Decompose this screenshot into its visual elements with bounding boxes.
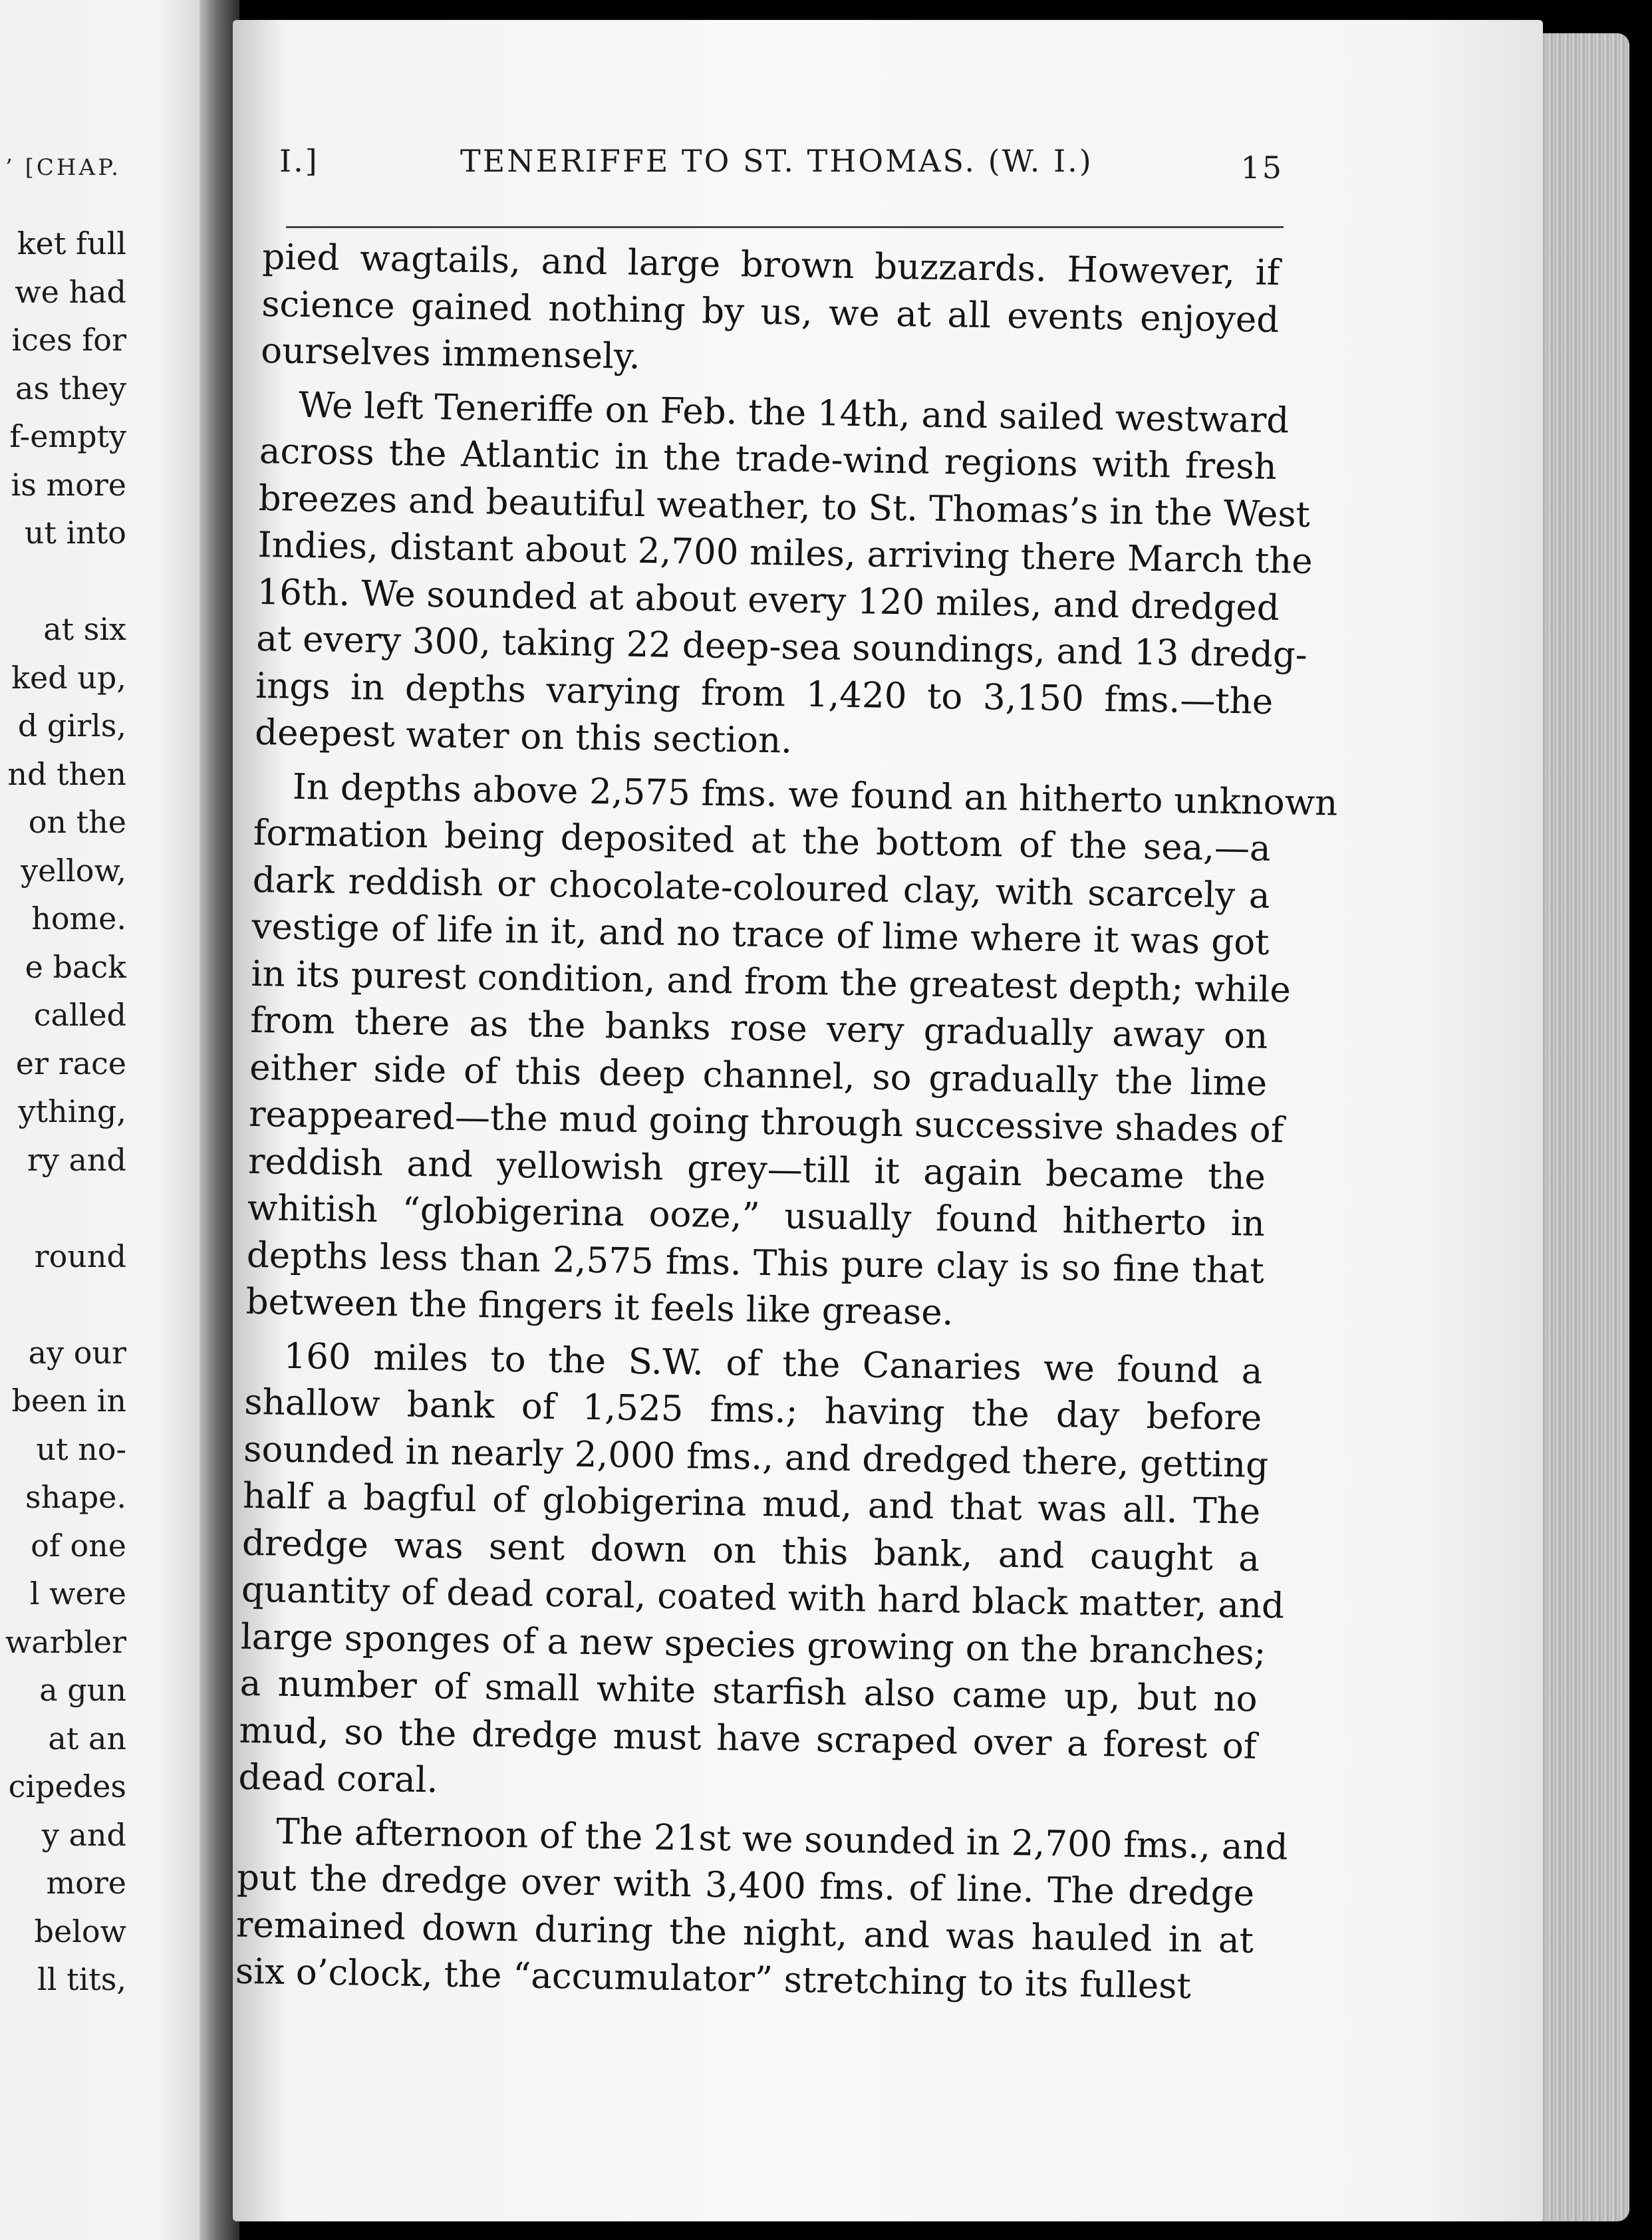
text-line: whitish “globigerina ooze,” usually found hitherto in bbox=[247, 1187, 1266, 1244]
text-line: vestige of life in it, and no trace of lime where it was got bbox=[251, 906, 1270, 963]
text-line: In depths above 2,575 fms. we found an hitherto unknown bbox=[292, 766, 1338, 823]
left-page-line: ket full bbox=[17, 225, 126, 261]
body-text bbox=[235, 234, 1338, 2011]
text-line: ourselves immensely. bbox=[260, 330, 641, 377]
left-page-line: at an bbox=[48, 1720, 126, 1756]
left-page-line: cipedes bbox=[8, 1768, 126, 1804]
running-title: TENERIFFE TO ST. THOMAS. (W. I.) bbox=[460, 143, 1093, 179]
left-page bbox=[0, 0, 226, 2240]
text-line: breezes and beautiful weather, to St. Thomas’s in the West bbox=[258, 478, 1311, 535]
text-line: dark reddish or chocolate-coloured clay, with scarcely a bbox=[252, 859, 1271, 916]
left-page-line: ll tits, bbox=[37, 1961, 126, 1997]
text-line: shallow bank of 1,525 fms.; having the day before bbox=[243, 1381, 1262, 1439]
text-line: between the fingers it feels like grease. bbox=[245, 1281, 954, 1333]
left-page-line: l were bbox=[29, 1576, 126, 1611]
text-line: quantity of dead coral, coated with hard black matter, and bbox=[241, 1569, 1285, 1627]
left-page-line: e back bbox=[25, 948, 126, 985]
left-page-line: more bbox=[46, 1865, 126, 1901]
left-page-line: yellow, bbox=[21, 852, 126, 889]
text-line: half a bagful of globigerina mud, and that was all. The bbox=[242, 1475, 1261, 1532]
left-page-line: ut no- bbox=[36, 1431, 126, 1467]
left-page-line: below bbox=[34, 1913, 126, 1949]
text-line: remained down during the night, and was hauled in at bbox=[235, 1904, 1254, 1961]
text-line: large sponges of a new species growing on the branches; bbox=[240, 1616, 1266, 1673]
text-line: a number of small white starfish also came up, but no bbox=[239, 1663, 1258, 1720]
text-line: sounded in nearly 2,000 fms., and dredged there, getting bbox=[243, 1429, 1269, 1486]
left-page-line: ay our bbox=[28, 1334, 126, 1371]
text-line: Indies, distant about 2,700 miles, arriving there March the bbox=[257, 524, 1313, 582]
left-page-line bbox=[0, 557, 126, 606]
text-line: put the dredge over with 3,400 fms. of line. The dredge bbox=[236, 1857, 1255, 1914]
left-page-line: home. bbox=[31, 901, 126, 936]
left-page-line: ry and bbox=[27, 1141, 126, 1178]
left-page-line: as they bbox=[15, 370, 126, 406]
text-line: depths less than 2,575 fms. This pure clay is so fine that bbox=[246, 1234, 1265, 1292]
left-page-line: called bbox=[33, 997, 126, 1033]
left-page-line: we had bbox=[15, 273, 126, 310]
text-line: 160 miles to the S.W. of the Canaries we found a bbox=[283, 1335, 1263, 1392]
text-line: across the Atlantic in the trade-wind regions with fresh bbox=[259, 430, 1278, 488]
left-page-header: ’ [CHAP. bbox=[5, 154, 121, 181]
running-head bbox=[279, 143, 1284, 190]
left-page-line: is more bbox=[11, 466, 126, 503]
left-page-line: er race bbox=[15, 1045, 126, 1081]
left-page-line: ut into bbox=[24, 515, 126, 551]
header-rule bbox=[286, 226, 1284, 228]
text-line: reddish and yellowish grey—till it again became the bbox=[247, 1141, 1266, 1198]
text-line: 16th. We sounded at about every 120 miles, and dredged bbox=[257, 571, 1280, 629]
left-page-line: at six bbox=[43, 611, 126, 647]
text-line: formation being deposited at the bottom of the sea,—a bbox=[253, 812, 1272, 869]
paragraph bbox=[245, 763, 1338, 1341]
left-page-line bbox=[0, 1184, 126, 1232]
left-page-line: round bbox=[34, 1238, 126, 1274]
text-line: We left Teneriffe on Feb. the 14th, and sailed westward bbox=[298, 384, 1290, 441]
paragraph bbox=[235, 1808, 1289, 2011]
paragraph bbox=[238, 1332, 1285, 1817]
left-page-line: warbler bbox=[5, 1623, 126, 1660]
page-number: 15 bbox=[1240, 150, 1284, 186]
left-page-line: a gun bbox=[39, 1672, 126, 1708]
left-page-line: ices for bbox=[11, 322, 126, 358]
text-line: in its purest condition, and from the greatest depth; while bbox=[251, 953, 1292, 1010]
paragraph bbox=[261, 234, 1280, 391]
left-page-line: f-empty bbox=[9, 418, 126, 454]
left-page-line: y and bbox=[41, 1816, 126, 1853]
left-page-line bbox=[0, 1280, 126, 1329]
text-line: The afternoon of the 21st we sounded in 2,700 fms., and bbox=[275, 1811, 1289, 1868]
left-page-line: been in bbox=[11, 1383, 126, 1419]
text-line: ings in depths varying from 1,420 to 3,150 fms.—the bbox=[255, 665, 1274, 722]
text-line: science gained nothing by us, we at all events enjoyed bbox=[261, 283, 1280, 341]
text-line: from there as the banks rose very gradually away on bbox=[249, 1000, 1268, 1057]
text-line: dredge was sent down on this bank, and caught a bbox=[241, 1522, 1260, 1580]
left-page-line: nd then bbox=[7, 756, 126, 792]
text-line: mud, so the dredge must have scraped over a forest of bbox=[239, 1710, 1257, 1767]
left-page-line: on the bbox=[28, 804, 126, 840]
left-page-text bbox=[0, 219, 126, 2004]
left-page-line: ked up, bbox=[11, 659, 126, 696]
text-line: either side of this deep channel, so gradually the lime bbox=[249, 1047, 1268, 1104]
text-line: pied wagtails, and large brown buzzards. However, if bbox=[261, 236, 1280, 294]
left-page-line: ything, bbox=[18, 1093, 126, 1129]
text-line: deepest water on this section. bbox=[254, 712, 793, 762]
text-line: reappeared—the mud going through successive shades of bbox=[248, 1093, 1284, 1151]
chapter-signature: I.] bbox=[279, 143, 319, 179]
text-line: at every 300, taking 22 deep-sea soundings, and 13 dredg- bbox=[255, 618, 1308, 676]
left-page-line: shape. bbox=[25, 1479, 126, 1515]
paragraph bbox=[254, 381, 1313, 772]
page-fore-edge bbox=[1530, 33, 1629, 2221]
left-page-line: of one bbox=[31, 1527, 126, 1564]
left-page-line: d girls, bbox=[17, 708, 126, 744]
text-line: six o’clock, the “accumulator” stretching to its fullest bbox=[235, 1951, 1192, 2007]
text-line: dead coral. bbox=[238, 1756, 438, 1801]
